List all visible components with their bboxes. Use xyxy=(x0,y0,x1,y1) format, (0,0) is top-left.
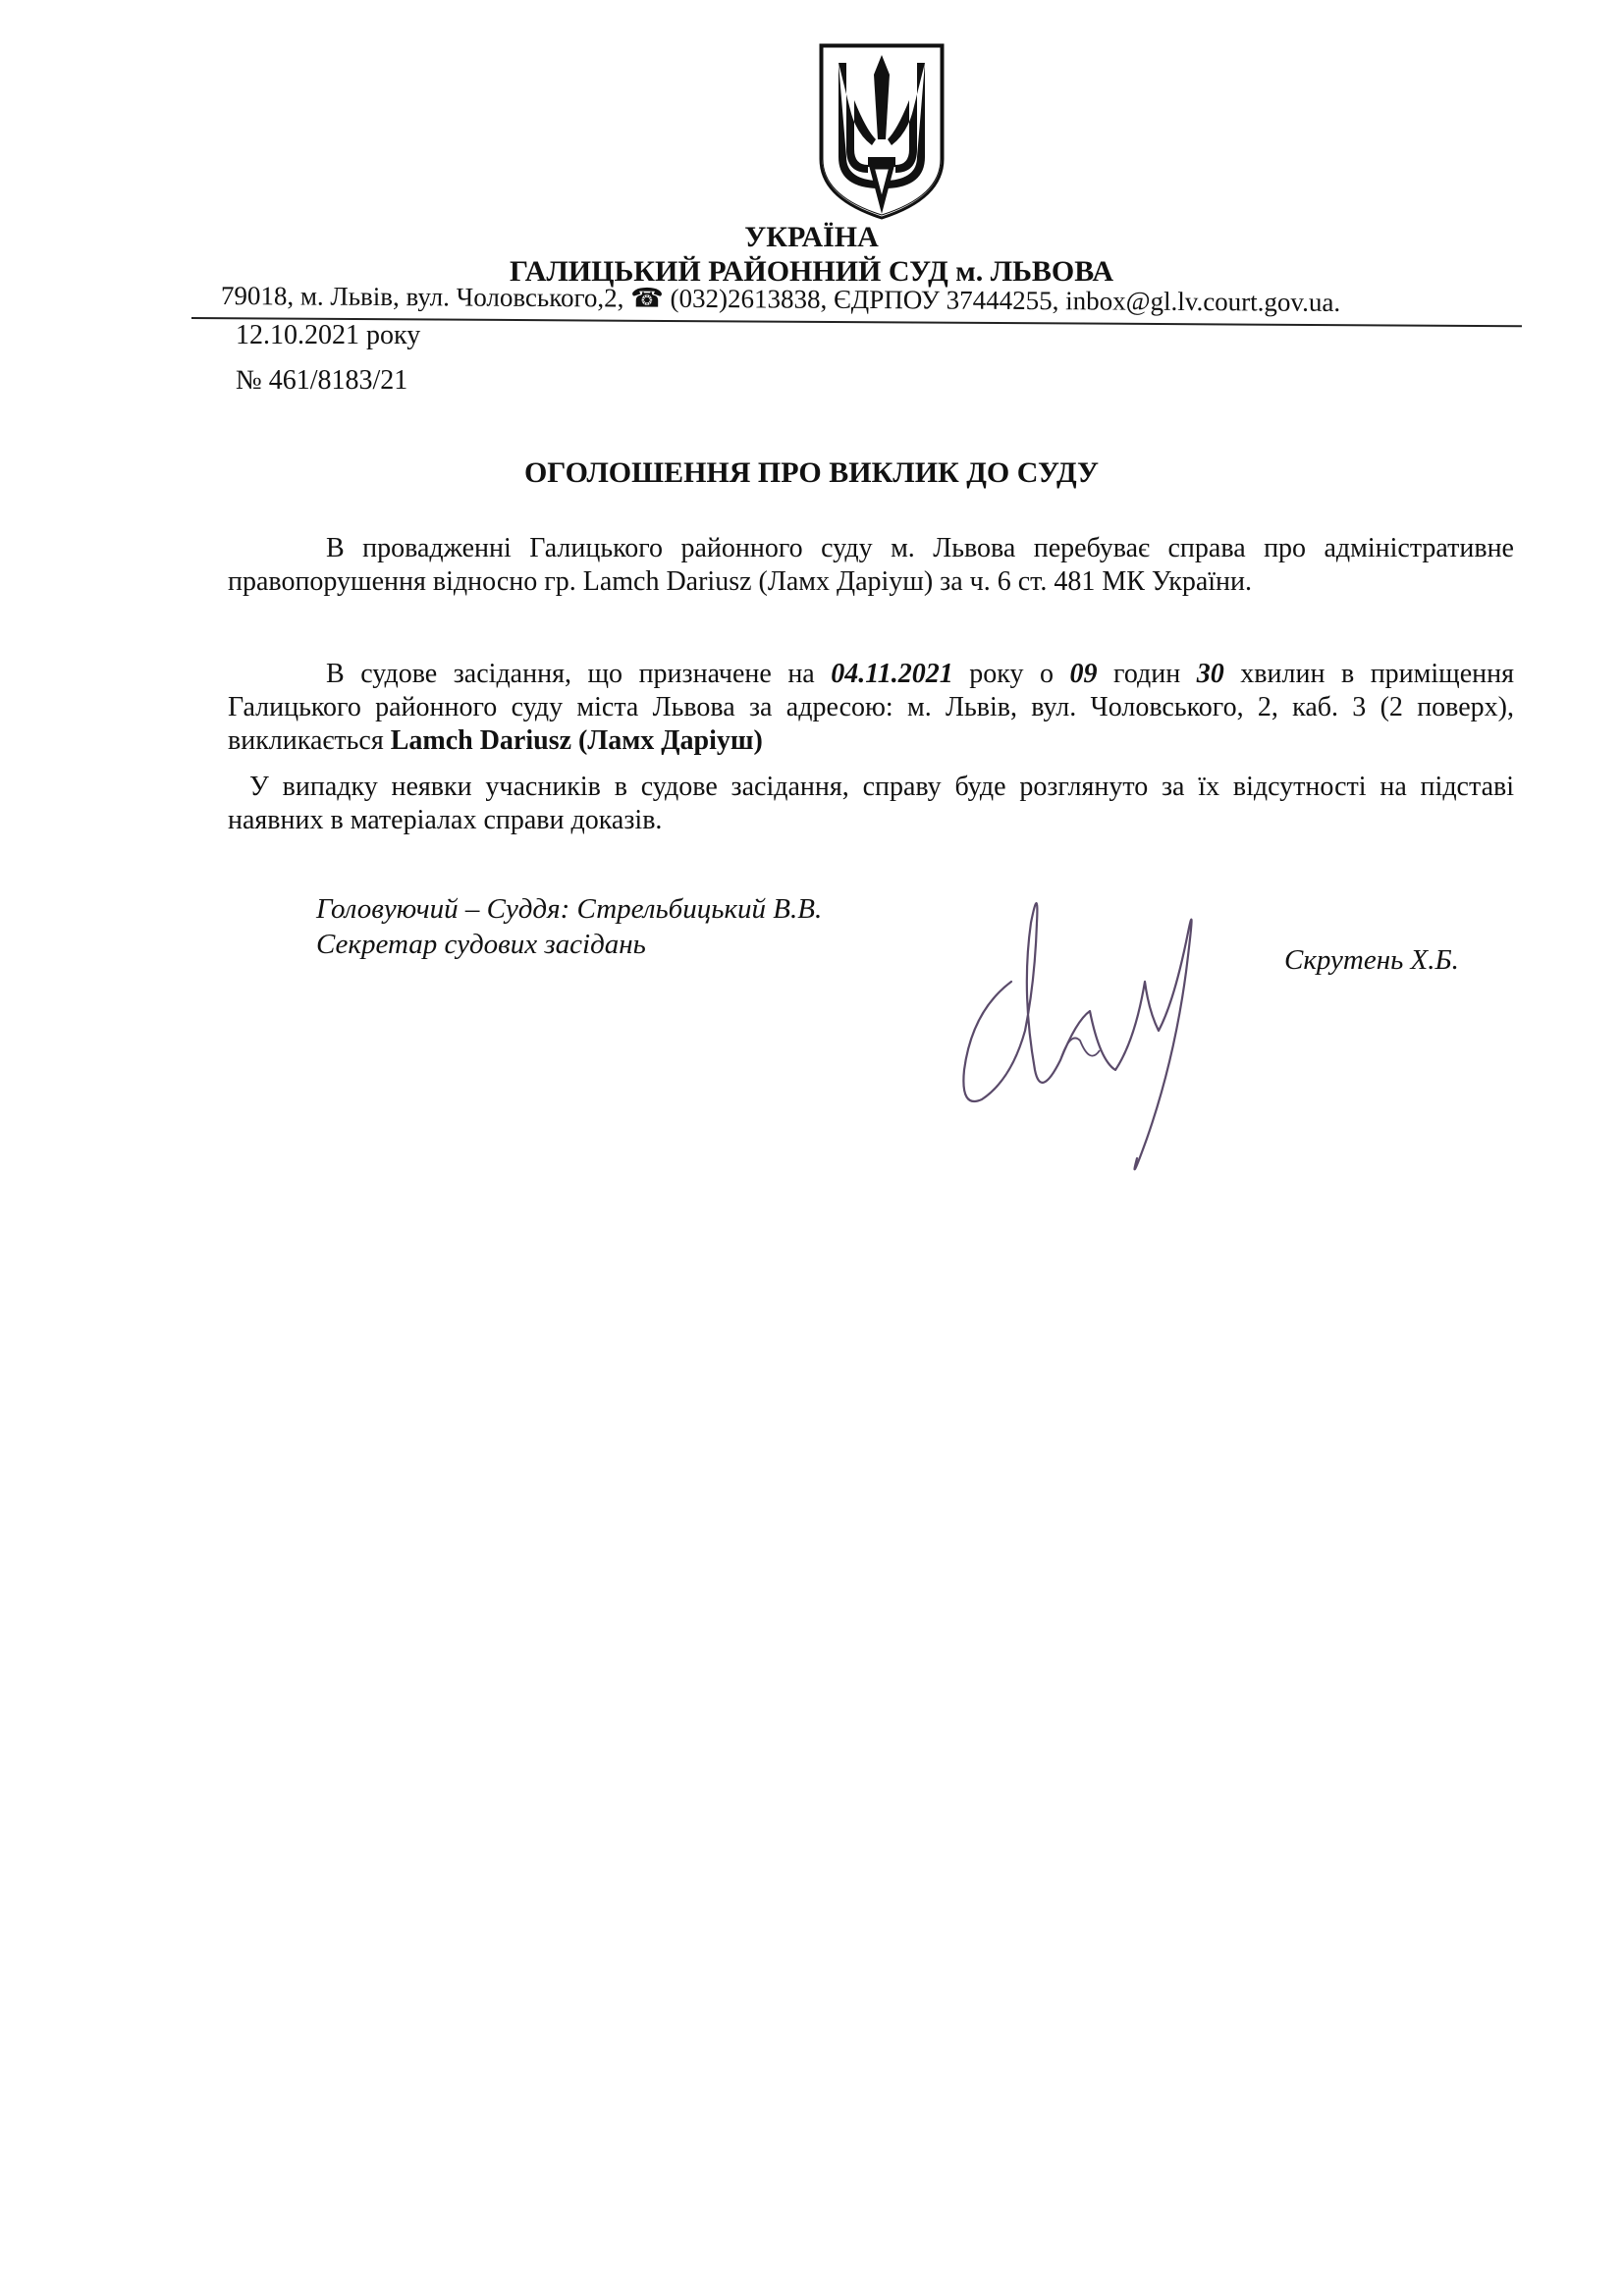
paragraph-case-info: В провадженні Галицького районного суду м. Львова перебуває справа про адміністративне правопорушення відносно гр. Lamch Dariusz (Ламх Даріуш) за ч. 6 ст. 481 МК України. xyxy=(228,533,1514,597)
paragraph-hearing-info xyxy=(228,658,1514,758)
secretary-name: Скрутень Х.Б. xyxy=(1284,944,1459,976)
hearing-text-2: року о xyxy=(952,659,1070,689)
secretary-label: Секретар судових засідань xyxy=(316,929,646,960)
signature-scribble-icon xyxy=(943,864,1227,1207)
document-number: № 461/8183/21 xyxy=(236,365,408,396)
coat-of-arms-emblem xyxy=(817,41,947,222)
court-address xyxy=(221,279,1507,320)
hearing-text-4: хвилин в приміщення Галицького районного суду міста Львова за адресою: м. Львів, вул. Чоловського, 2, каб. 3 (2 поверх), викликається xyxy=(228,659,1514,756)
judge-signature-line: Головуючий – Суддя: Стрельбицький В.В. xyxy=(316,893,823,925)
court-name-heading: ГАЛИЦЬКИЙ РАЙОННИЙ СУД м. ЛЬВОВА xyxy=(509,255,1114,288)
hearing-date: 04.11.2021 xyxy=(831,659,953,689)
summoned-person-name: Lamch Dariusz (Ламх Даріуш) xyxy=(390,725,763,756)
country-heading: УКРАЇНА xyxy=(744,221,879,253)
phone-icon: ☎ xyxy=(630,283,664,313)
address-text-start: 79018, м. Львів, вул. Чоловського,2, xyxy=(220,280,631,313)
address-text-end: (032)2613838, ЄДРПОУ 37444255, inbox@gl.lv.court.gov.ua. xyxy=(663,283,1341,317)
tryzub-icon xyxy=(817,41,947,222)
hearing-text-3: годин xyxy=(1097,659,1197,689)
hearing-minutes: 30 xyxy=(1196,659,1224,689)
paragraph-absence-notice: У випадку неявки учасників в судове засідання, справу буде розглянуто за їх відсутності на підставі наявних в матеріалах справи доказів. xyxy=(228,772,1514,835)
handwritten-signature xyxy=(943,864,1227,1207)
hearing-text-1: В судове засідання, що призначене на xyxy=(326,659,832,689)
document-date: 12.10.2021 року xyxy=(236,320,421,350)
document-title: ОГОЛОШЕННЯ ПРО ВИКЛИК ДО СУДУ xyxy=(523,456,1100,489)
hearing-hour: 09 xyxy=(1069,659,1098,689)
